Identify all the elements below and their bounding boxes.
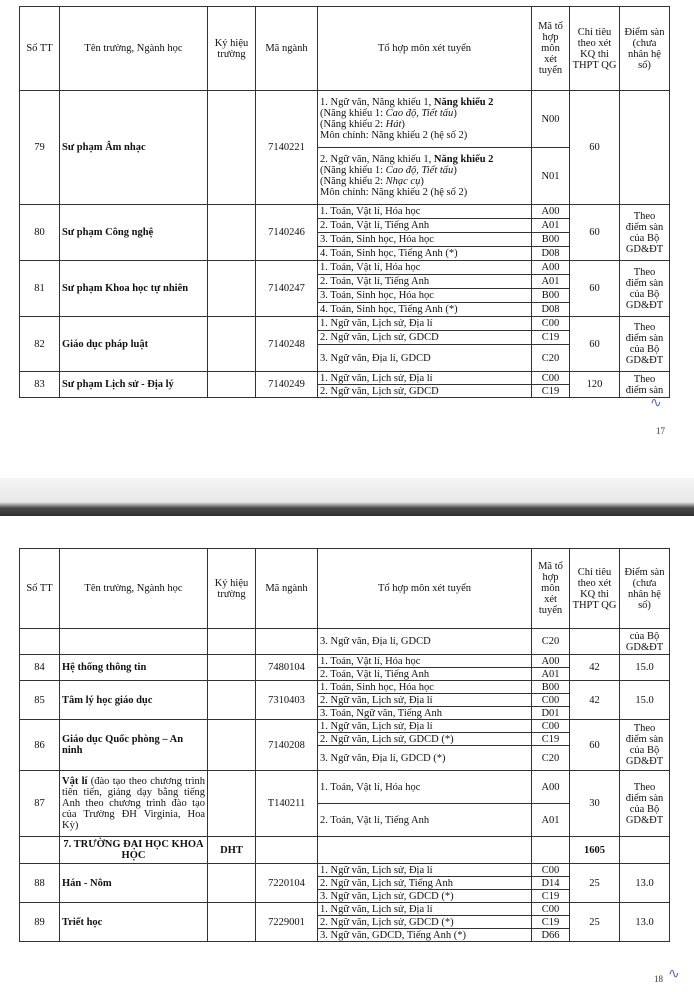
combo-code: C00: [532, 317, 570, 331]
table-row: [20, 655, 670, 668]
row-major-name: [60, 771, 208, 837]
combo-code: B00: [532, 233, 570, 247]
combo-cell: [318, 837, 532, 864]
page-number: 17: [656, 426, 665, 436]
table-row: [20, 720, 670, 733]
header-combo: Tổ hợp môn xét tuyển: [318, 7, 532, 91]
combo-code: C19: [532, 733, 570, 746]
combo-cell: 3. Toán, Sinh học, Hóa học: [318, 289, 532, 303]
row-school-code: [208, 205, 256, 261]
combo-text-italic: Cao độ, Tiết tấu: [385, 108, 454, 119]
combo-cell: 1. Toán, Sinh học, Hóa học: [318, 681, 532, 694]
combo-text: ): [453, 165, 457, 176]
combo-cell: 3. Ngữ văn, GDCD, Tiếng Anh (*): [318, 929, 532, 942]
combo-text-bold: Năng khiếu 2: [433, 154, 494, 165]
header-school-code: Ký hiệu trường: [208, 549, 256, 629]
combo-code: N01: [532, 148, 570, 205]
admissions-table-page-18: [19, 548, 670, 942]
combo-cell: 4. Toán, Sinh học, Tiếng Anh (*): [318, 247, 532, 261]
row-min-score: Theo điểm sàn của Bộ GD&ĐT: [620, 261, 670, 317]
combo-cell: 2. Ngữ văn, Lịch sử, Tiếng Anh: [318, 877, 532, 890]
row-min-score: 15.0: [620, 681, 670, 720]
row-stt: 87: [20, 771, 60, 837]
combo-cell: 3. Ngữ văn, Lịch sử, GDCD (*): [318, 890, 532, 903]
combo-text: ): [453, 108, 457, 119]
combo-text: ): [420, 176, 424, 187]
table-row: [20, 261, 670, 275]
row-major-code: 7140221: [256, 91, 318, 205]
combo-code: C00: [532, 864, 570, 877]
combo-text-italic: Hát: [385, 119, 402, 130]
row-major-name: Sư phạm Khoa học tự nhiên: [60, 261, 208, 317]
row-school-code: [208, 317, 256, 372]
combo-cell: 1. Ngữ văn, Lịch sử, Địa lí: [318, 317, 532, 331]
header-quota: Chỉ tiêu theo xét KQ thi THPT QG: [570, 549, 620, 629]
row-stt: 80: [20, 205, 60, 261]
combo-code: D66: [532, 929, 570, 942]
row-min-score: Theo điểm sàn của Bộ GD&ĐT: [620, 771, 670, 837]
combo-code: A01: [532, 668, 570, 681]
row-quota: 60: [570, 720, 620, 771]
header-quota: Chỉ tiêu theo xét KQ thi THPT QG: [570, 7, 620, 91]
combo-cell: 2. Ngữ văn, Lịch sử, GDCD (*): [318, 733, 532, 746]
row-quota: 60: [570, 205, 620, 261]
row-quota: 60: [570, 317, 620, 372]
row-major-name: Sư phạm Âm nhạc: [60, 91, 208, 205]
combo-cell: 1. Ngữ văn, Lịch sử, Địa lí: [318, 903, 532, 916]
row-major-code: 7310403: [256, 681, 318, 720]
combo-cell: 3. Ngữ văn, Địa lí, GDCD: [318, 629, 532, 655]
row-min-score: của Bộ GD&ĐT: [620, 629, 670, 655]
row-school-code: [208, 720, 256, 771]
row-major-code: 7140248: [256, 317, 318, 372]
row-min-score: Theo điểm sàn: [620, 372, 670, 398]
row-major-code: 7140208: [256, 720, 318, 771]
row-school-code: [208, 91, 256, 205]
row-major-code: T140211: [256, 771, 318, 837]
combo-text: 1. Ngữ văn, Năng khiếu 1,: [320, 97, 434, 108]
combo-code: A01: [532, 275, 570, 289]
row-school-code: [208, 681, 256, 720]
combo-code: D08: [532, 303, 570, 317]
row-major-name: Triết học: [60, 903, 208, 942]
row-stt: 84: [20, 655, 60, 681]
row-stt: 89: [20, 903, 60, 942]
combo-text: (Năng khiếu 1:: [320, 108, 386, 119]
combo-cell: 2. Ngữ văn, Lịch sử, GDCD: [318, 331, 532, 345]
combo-text: Môn chính: Năng khiếu 2 (hệ số 2): [320, 130, 468, 141]
combo-code: [532, 837, 570, 864]
header-combo-code: Mã tổ hợp môn xét tuyển: [532, 549, 570, 629]
row-school-code: [208, 903, 256, 942]
header-stt: Số TT: [20, 549, 60, 629]
combo-cell: 3. Ngữ văn, Địa lí, GDCD: [318, 345, 532, 372]
combo-code: C19: [532, 916, 570, 929]
combo-cell: 2. Toán, Vật lí, Tiếng Anh: [318, 219, 532, 233]
row-stt: 83: [20, 372, 60, 398]
row-quota: 60: [570, 261, 620, 317]
combo-text: ): [401, 119, 405, 130]
document-page-17: [0, 0, 694, 478]
combo-text: (Năng khiếu 2:: [320, 176, 386, 187]
header-name: Tên trường, Ngành học: [60, 7, 208, 91]
combo-cell: 3. Ngữ văn, Địa lí, GDCD (*): [318, 746, 532, 771]
row-quota: 25: [570, 903, 620, 942]
combo-cell: 2. Ngữ văn, Lịch sử, Địa lí: [318, 694, 532, 707]
combo-code: N00: [532, 91, 570, 148]
row-school-code: [208, 629, 256, 655]
header-combo: Tổ hợp môn xét tuyển: [318, 549, 532, 629]
combo-cell: 2. Toán, Vật lí, Tiếng Anh: [318, 668, 532, 681]
major-name-bold: Vật lí: [62, 776, 88, 787]
combo-code: A01: [532, 219, 570, 233]
combo-text: (Năng khiếu 1:: [320, 165, 386, 176]
header-combo-code: Mã tổ hợp môn xét tuyển: [532, 7, 570, 91]
combo-code: C00: [532, 720, 570, 733]
row-quota: 25: [570, 864, 620, 903]
row-stt: 82: [20, 317, 60, 372]
row-stt: [20, 837, 60, 864]
row-major-name: [60, 629, 208, 655]
row-school-code: [208, 864, 256, 903]
row-stt: 88: [20, 864, 60, 903]
table-row: [20, 317, 670, 331]
row-major-code: 7140249: [256, 372, 318, 398]
header-school-code: Ký hiệu trường: [208, 7, 256, 91]
row-stt: 85: [20, 681, 60, 720]
combo-cell: 2. Toán, Vật lí, Tiếng Anh: [318, 804, 532, 837]
row-min-score: Theo điểm sàn của Bộ GD&ĐT: [620, 720, 670, 771]
row-major-code: 7140247: [256, 261, 318, 317]
combo-code: C20: [532, 746, 570, 771]
header-row: [20, 549, 670, 629]
header-name: Tên trường, Ngành học: [60, 549, 208, 629]
combo-cell: 1. Ngữ văn, Lịch sử, Địa lí: [318, 720, 532, 733]
row-stt: 79: [20, 91, 60, 205]
school-quota: 1605: [570, 837, 620, 864]
combo-code: A01: [532, 804, 570, 837]
row-major-code: 7220104: [256, 864, 318, 903]
document-page-18: [0, 516, 694, 992]
combo-cell: 3. Toán, Sinh học, Hóa học: [318, 233, 532, 247]
combo-text: 2. Ngữ văn, Năng khiếu 1,: [320, 154, 434, 165]
combo-code: A00: [532, 261, 570, 275]
row-stt: 81: [20, 261, 60, 317]
table-row: [20, 91, 670, 148]
combo-text: (Năng khiếu 2:: [320, 119, 386, 130]
row-quota: 60: [570, 91, 620, 205]
row-school-code: [208, 655, 256, 681]
row-major-code: 7140246: [256, 205, 318, 261]
row-min-score: [620, 91, 670, 205]
combo-code: C20: [532, 345, 570, 372]
row-school-code: [208, 261, 256, 317]
header-major-code: Mã ngành: [256, 7, 318, 91]
row-major-name: Giáo dục Quốc phòng – An ninh: [60, 720, 208, 771]
row-min-score: Theo điểm sàn của Bộ GD&ĐT: [620, 317, 670, 372]
row-major-name: Tâm lý học giáo dục: [60, 681, 208, 720]
table-row: [20, 903, 670, 916]
row-min-score: 13.0: [620, 903, 670, 942]
row-major-name: Hệ thống thông tin: [60, 655, 208, 681]
header-major-code: Mã ngành: [256, 549, 318, 629]
combo-code: C00: [532, 694, 570, 707]
table-row: [20, 771, 670, 804]
row-stt: [20, 629, 60, 655]
row-quota: [570, 629, 620, 655]
row-stt: 86: [20, 720, 60, 771]
combo-code: C19: [532, 385, 570, 398]
combo-cell: 3. Toán, Ngữ văn, Tiếng Anh: [318, 707, 532, 720]
initials-signature-icon: ∿: [650, 395, 662, 411]
row-quota: 42: [570, 655, 620, 681]
header-stt: Số TT: [20, 7, 60, 91]
page-separator: [0, 478, 694, 516]
combo-code: A00: [532, 771, 570, 804]
table-row: [20, 372, 670, 385]
combo-code: B00: [532, 681, 570, 694]
combo-code: D08: [532, 247, 570, 261]
combo-cell: 1. Toán, Vật lí, Hóa học: [318, 261, 532, 275]
school-name: 7. TRƯỜNG ĐẠI HỌC KHOA HỌC: [60, 837, 208, 864]
combo-cell: 1. Ngữ văn, Lịch sử, Địa lí: [318, 372, 532, 385]
table-row: [20, 864, 670, 877]
row-major-code: [256, 837, 318, 864]
combo-code: C19: [532, 331, 570, 345]
row-major-code: 7480104: [256, 655, 318, 681]
combo-cell: 1. Toán, Vật lí, Hóa học: [318, 655, 532, 668]
initials-signature-icon: ∿: [668, 966, 680, 982]
row-major-code: 7229001: [256, 903, 318, 942]
row-min-score: [620, 837, 670, 864]
admissions-table-page-17: [19, 6, 670, 398]
combo-cell: [318, 91, 532, 148]
school-code: DHT: [208, 837, 256, 864]
combo-cell: 4. Toán, Sinh học, Tiếng Anh (*): [318, 303, 532, 317]
combo-code: C00: [532, 372, 570, 385]
row-major-name: Sư phạm Công nghệ: [60, 205, 208, 261]
combo-code: B00: [532, 289, 570, 303]
row-min-score: 13.0: [620, 864, 670, 903]
combo-code: D14: [532, 877, 570, 890]
page-number: 18: [654, 974, 663, 984]
combo-text-bold: Năng khiếu 2: [433, 97, 494, 108]
header-min-score: Điểm sàn (chưa nhân hệ số): [620, 549, 670, 629]
combo-text: Môn chính: Năng khiếu 2 (hệ số 2): [320, 187, 468, 198]
row-major-name: Giáo dục pháp luật: [60, 317, 208, 372]
combo-cell: 1. Toán, Vật lí, Hóa học: [318, 771, 532, 804]
combo-cell: 1. Toán, Vật lí, Hóa học: [318, 205, 532, 219]
combo-code: A00: [532, 205, 570, 219]
combo-code: C20: [532, 629, 570, 655]
combo-cell: 1. Ngữ văn, Lịch sử, Địa lí: [318, 864, 532, 877]
row-major-name: Sư phạm Lịch sử - Địa lý: [60, 372, 208, 398]
combo-text-italic: Nhạc cụ: [385, 176, 421, 187]
row-major-name: Hán - Nôm: [60, 864, 208, 903]
combo-text-italic: Cao độ, Tiết tấu: [385, 165, 454, 176]
major-name-note: (đào tạo theo chương trình tiên tiến, giảng dạy bằng tiếng Anh theo chương trình đào tạo của Trường ĐH Virginia, Hoa Kỳ): [62, 776, 205, 831]
header-min-score: Điểm sàn (chưa nhân hệ số): [620, 7, 670, 91]
row-quota: 42: [570, 681, 620, 720]
row-min-score: 15.0: [620, 655, 670, 681]
row-major-code: [256, 629, 318, 655]
header-row: [20, 7, 670, 91]
combo-code: D01: [532, 707, 570, 720]
combo-cell: 2. Ngữ văn, Lịch sử, GDCD: [318, 385, 532, 398]
row-min-score: Theo điểm sàn của Bộ GD&ĐT: [620, 205, 670, 261]
row-quota: 120: [570, 372, 620, 398]
table-row: [20, 629, 670, 655]
row-school-code: [208, 771, 256, 837]
combo-cell: [318, 148, 532, 205]
table-row: [20, 681, 670, 694]
row-quota: 30: [570, 771, 620, 837]
school-header-row: [20, 837, 670, 864]
combo-code: C00: [532, 903, 570, 916]
combo-code: A00: [532, 655, 570, 668]
combo-cell: 2. Toán, Vật lí, Tiếng Anh: [318, 275, 532, 289]
table-row: [20, 205, 670, 219]
combo-code: C19: [532, 890, 570, 903]
combo-cell: 2. Ngữ văn, Lịch sử, GDCD (*): [318, 916, 532, 929]
row-school-code: [208, 372, 256, 398]
